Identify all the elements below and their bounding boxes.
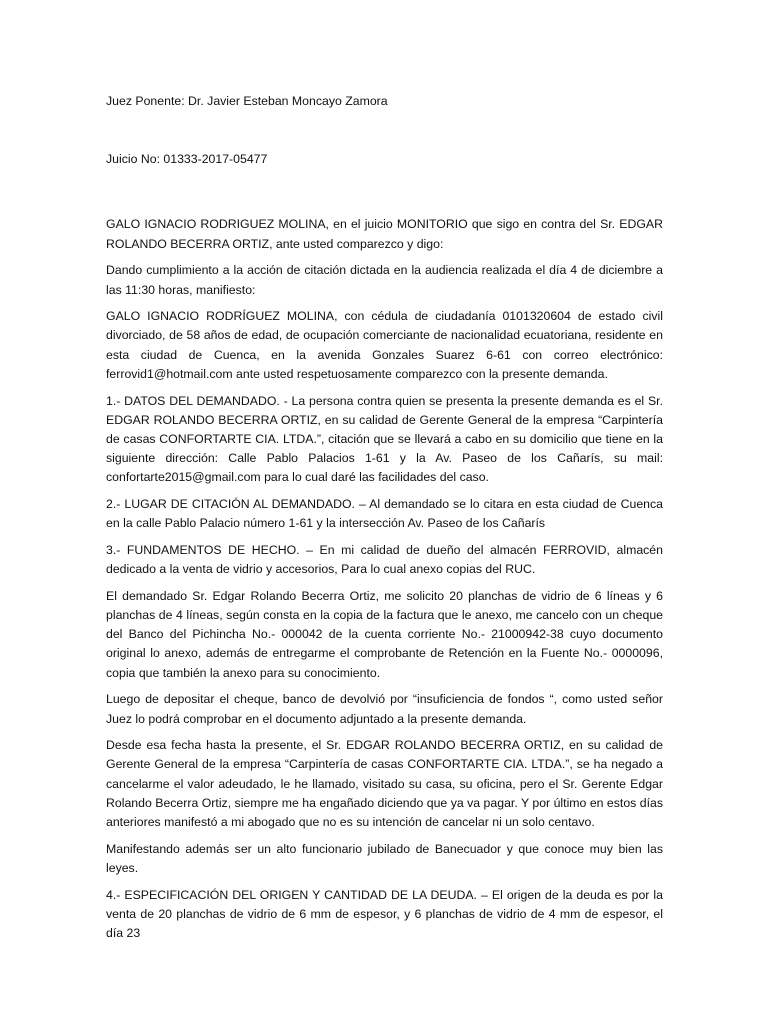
paragraph-facts: 3.- FUNDAMENTOS DE HECHO. – En mi calidad de dueño del almacén FERROVID, almacén dedicado a la venta de vidrio y accesorios, Para lo cual anexo copias del RUC. — [106, 542, 663, 577]
paragraph-check-returned: Luego de depositar el cheque, banco de devolvió por “insuficiencia de fondos “, como usted señor Juez lo podrá comprobar en el documento adjuntado a la presente demanda. — [106, 692, 663, 726]
case-number-line: Juicio No: 01333-2017-05477 — [106, 152, 268, 167]
paragraph-refusal: Desde esa fecha hasta la presente, el Sr. EDGAR ROLANDO BECERRA ORTIZ, en su calidad de Gerente General de la empresa “Carpintería de casas CONFORTARTE CIA. LTDA.”, se ha negado a cancelarme el valor adeudado, le he llamado, visitado su casa, su oficina, pero el Sr. Gerente Edgar Rolando Becerra Ortiz, siempre me ha engañado diciendo que ya va pagar. Y por último en estos días anteriores manifestó a mi abogado que no es su intención de cancelar ni un solo centavo. — [106, 738, 663, 830]
paragraph-defendant-claims: Manifestando además ser un alto funcionario jubilado de Banecuador y que conoce muy bien las leyes. — [106, 841, 663, 875]
paragraph-citation: Dando cumplimiento a la acción de citación dictada en la audiencia realizada el día 4 de diciembre a las 11:30 horas, manifiesto: — [106, 263, 663, 297]
paragraph-debt-origin: 4.- ESPECIFICACIÓN DEL ORIGEN Y CANTIDAD DE LA DEUDA. – El origen de la deuda es por la venta de 20 planchas de vidrio de 6 mm de espesor, y 6 planchas de vidrio de 4 mm de espesor, el día 23 — [106, 887, 663, 941]
judge-line: Juez Ponente: Dr. Javier Esteban Moncayo Zamora — [106, 94, 388, 108]
paragraph-citation-place: 2.- LUGAR DE CITACIÓN AL DEMANDADO. – Al demandado se lo citara en esta ciudad de Cuenca en la calle Pablo Palacio número 1-61 y la intersección Av. Paseo de los Cañarís — [106, 497, 663, 531]
paragraph-plaintiff-data: GALO IGNACIO RODRÍGUEZ MOLINA, con cédula de ciudadanía 0101320604 de estado civil divorciado, de 58 años de edad, de ocupación comerciante de nacionalidad ecuatoriana, residente en esta ciudad de Cuenca, en la avenida Gonzales Suarez 6-61 con correo electrónico: ferrovid1@hotmail.com ante usted respetuosamente comparezco con la presente demanda. — [106, 309, 663, 381]
paragraph-appearance: GALO IGNACIO RODRIGUEZ MOLINA, en el juicio MONITORIO que sigo en contra del Sr. EDGAR ROLANDO BECERRA ORTIZ, ante usted comparezco y digo: — [106, 217, 663, 251]
paragraph-order-details: El demandado Sr. Edgar Rolando Becerra Ortiz, me solicito 20 planchas de vidrio de 6 líneas y 6 planchas de 4 líneas, según consta en la copia de la factura que le anexo, me cancelo con un cheque del Banco del Pichincha No.- 000042 de la cuenta corriente No.- 21000942-38 cuyo documento original lo anexo, además de entregarme el comprobante de Retención en la Fuente No.- 0000096, copia que también la anexo para su conocimiento. — [106, 588, 663, 680]
paragraph-defendant-data: 1.- DATOS DEL DEMANDADO. - La persona contra quien se presenta la presente demanda es el Sr. EDGAR ROLANDO BECERRA ORTIZ, en su calidad de Gerente General de la empresa “Carpintería de casas CONFORTARTE CIA. LTDA.”, citación que se llevará a cabo en su domicilio que tiene en la siguiente dirección: Calle Pablo Palacios 1-61 y la Av. Paseo de los Cañarís, su mail: confortarte2015@gmail.com para lo cual daré las facilidades del caso. — [106, 393, 663, 485]
